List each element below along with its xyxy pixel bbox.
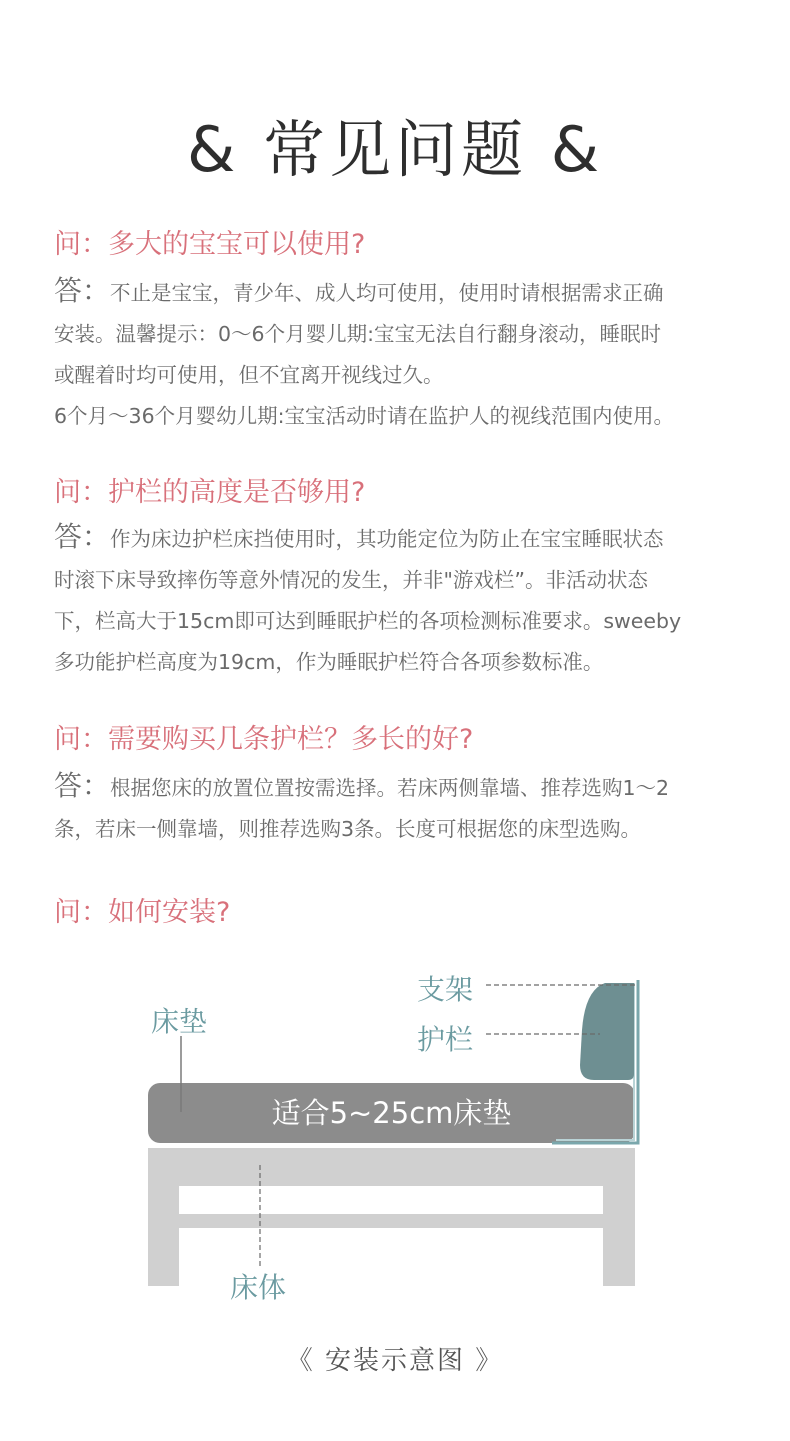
faq-answer-2-line-2: 时滚下床导致摔伤等意外情况的发生，并非"游戏栏”。非活动状态 [54, 568, 649, 592]
faq-question-4: 问：如何安装? [54, 897, 231, 928]
bed-leg-right [603, 1186, 635, 1286]
faq-answer-3 [54, 765, 744, 850]
faq-answer-1-line-2: 安装。温馨提示：0～6个月婴儿期:宝宝无法自行翻身滚动，睡眠时 [54, 322, 661, 346]
mattress-size-text: 适合5~25cm床垫 [271, 1096, 512, 1130]
answer-label: 答： [54, 769, 111, 802]
faq-question-1: 问：多大的宝宝可以使用? [54, 229, 366, 260]
page-title: & 常见问题 & [186, 113, 604, 186]
answer-label: 答： [54, 274, 111, 307]
bed-cross-rail [179, 1214, 603, 1228]
faq-answer-3-line-1: 答：根据您床的放置位置按需选择。若床两侧靠墙、推荐选购1～2 [54, 769, 670, 802]
faq-answer-2-line-3: 下，栏高大于15cm即可达到睡眠护栏的各项检测标准要求。sweeby [54, 609, 682, 633]
rail-label: 护栏 [417, 1023, 474, 1056]
bed-leg-left [148, 1186, 179, 1286]
bed-top-rail [148, 1148, 635, 1186]
answer-label: 答： [54, 520, 111, 553]
faq-answer-1-line-1: 答：不止是宝宝，青少年、成人均可使用，使用时请根据需求正确 [54, 274, 664, 307]
bracket-label: 支架 [417, 973, 474, 1006]
faq-answer-2-line-4: 多功能护栏高度为19cm，作为睡眠护栏符合各项参数标准。 [54, 650, 604, 674]
faq-answer-2 [54, 516, 744, 683]
bed-label: 床体 [230, 1271, 287, 1304]
faq-answer-2-line-1: 答：作为床边护栏床挡使用时，其功能定位为防止在宝宝睡眠状态 [54, 520, 664, 553]
faq-answer-1 [54, 270, 744, 437]
faq-question-2: 问：护栏的高度是否够用? [54, 477, 366, 508]
diagram-caption: 《 安装示意图 》 [286, 1346, 504, 1376]
faq-answer-3-line-2: 条，若床一侧靠墙，则推荐选购3条。长度可根据您的床型选购。 [54, 817, 642, 841]
faq-answer-1-line-4: 6个月～36个月婴幼儿期:宝宝活动时请在监护人的视线范围内使用。 [54, 404, 675, 428]
faq-answer-1-line-3: 或醒着时均可使用，但不宜离开视线过久。 [54, 363, 444, 387]
bed-frame [148, 1148, 635, 1286]
faq-question-3: 问：需要购买几条护栏？多长的好? [54, 724, 474, 755]
mattress-label: 床垫 [151, 1005, 208, 1038]
rail-pad [580, 983, 634, 1080]
